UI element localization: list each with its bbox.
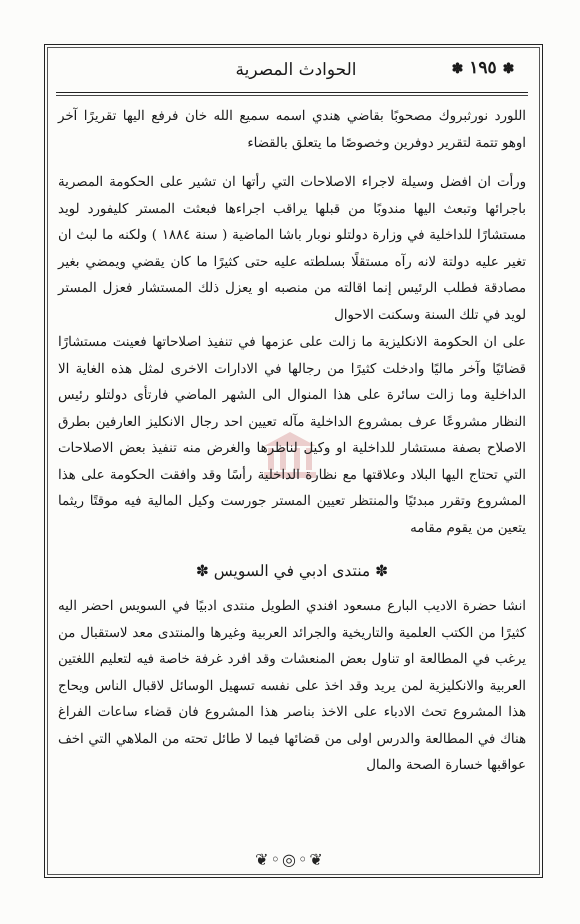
paragraph-3-text: على ان الحكومة الانكليزية ما زالت على عزمها في تنفيذ اصلاحاتها فعينت مستشارًا قضائيًا وآخر ماليًا وادخلت كثيرًا من رجالها في الادارات الاخرى لمثل هذه الغاية الا الداخلية وما زالت سائرة على هذا المنوال الى الشهر الماضي فارتأى دولتلو رئيس النظار مشروعًا عرف بمشروع الداخلية مآله تعيين احد رجال الانكليز العارفين بطرق الاصلاح بصفة مستشار للداخلية او وكيل لناظرها والغرض منه تنفيذ بعض الاصلاحات التي تحتاج اليها البلاد وعلاقتها مع نظارة الداخلية رأسًا وقد وافقت الحكومة على هذا المشروع وتقرر مبدئيًا والمنتظر تعيين المستر جورست وكيل المالية فيه موقتًا ريثما يتعين من يقوم مقامه [58, 335, 526, 536]
heading-ornament-left-icon: ✽ [195, 562, 209, 580]
paragraph-3 [58, 330, 526, 542]
paragraph-4-text: انشا حضرة الاديب البارع مسعود افندي الطويل منتدى ادبيًا في السويس احضر اليه كثيرًا من الكتب العلمية والتاريخية والجرائد العربية وغيرها والمنتدى معد لاستقبال من يرغب في المطالعة او تناول بعض المنعشات وقد افرد غرفة خاصة فيه لتعليم اللغتين العربية والانكليزية لمن يريد وقد اخذ على نفسه تسهيل الوسائل لاقبال الناس ويحاج هذا المشروع تحث الادباء على الاخذ بناصر هذا المشروع فان قضاء ساعات الفراغ هناك في المطالعة والدرس اولى من قضائها فيما لا طائل تحته من الملاهي التي اخف عواقبها خسارة الصحة والمال [58, 599, 526, 773]
heading-ornament-right-icon: ✽ [375, 562, 389, 580]
ornament-left-icon: ✽ [502, 61, 515, 77]
page-header [56, 54, 528, 88]
section-heading-text: منتدى ادبي في السويس [213, 562, 371, 580]
page-number: ١٩٥ [469, 58, 497, 78]
section-heading [58, 562, 526, 590]
page-number-block [438, 58, 528, 78]
header-rule-thin [56, 95, 528, 96]
running-title: الحوادث المصرية [235, 60, 357, 80]
paragraph-1-text: اللورد نورثبروك مصحوبًا بقاضي هندي اسمه سميع الله خان فرفع اليها تقريرًا آخر اوهو تتمة لتقرير دوفرين وخصوصًا ما يتعلق بالقضاء [58, 109, 526, 151]
tailpiece-ornament-icon: ❦◦◎◦❦ [255, 850, 325, 869]
header-rule [56, 92, 528, 93]
paragraph-4 [58, 594, 526, 780]
paragraph-2-text: ورأت ان افضل وسيلة لاجراء الاصلاحات التي رأتها ان تشير على الحكومة المصرية باجرائها وتبعث اليها مندوبًا من قبلها يراقب اجراءها فبعثت المستر كليفورد لويد مستشارًا للداخلية في وزارة دولتلو نوبار باشا الماضية ( سنة ١٨٨٤ ) ولكنه ما لبث ان تغير عليه دولتة لانه رآه مستقلًا بسلطته عليه حتى كثيرًا ما كان يقضي ويمضي بغير مصادقة فطلب الرئيس إنما اقالته من منصبه او يعزل ذلك المستشار فعزل المستر لويد في تلك السنة وسكنت الاحوال [58, 175, 526, 323]
paragraph-2 [58, 170, 526, 329]
paragraph-1 [58, 104, 526, 157]
ornament-right-icon: ✽ [451, 61, 464, 77]
